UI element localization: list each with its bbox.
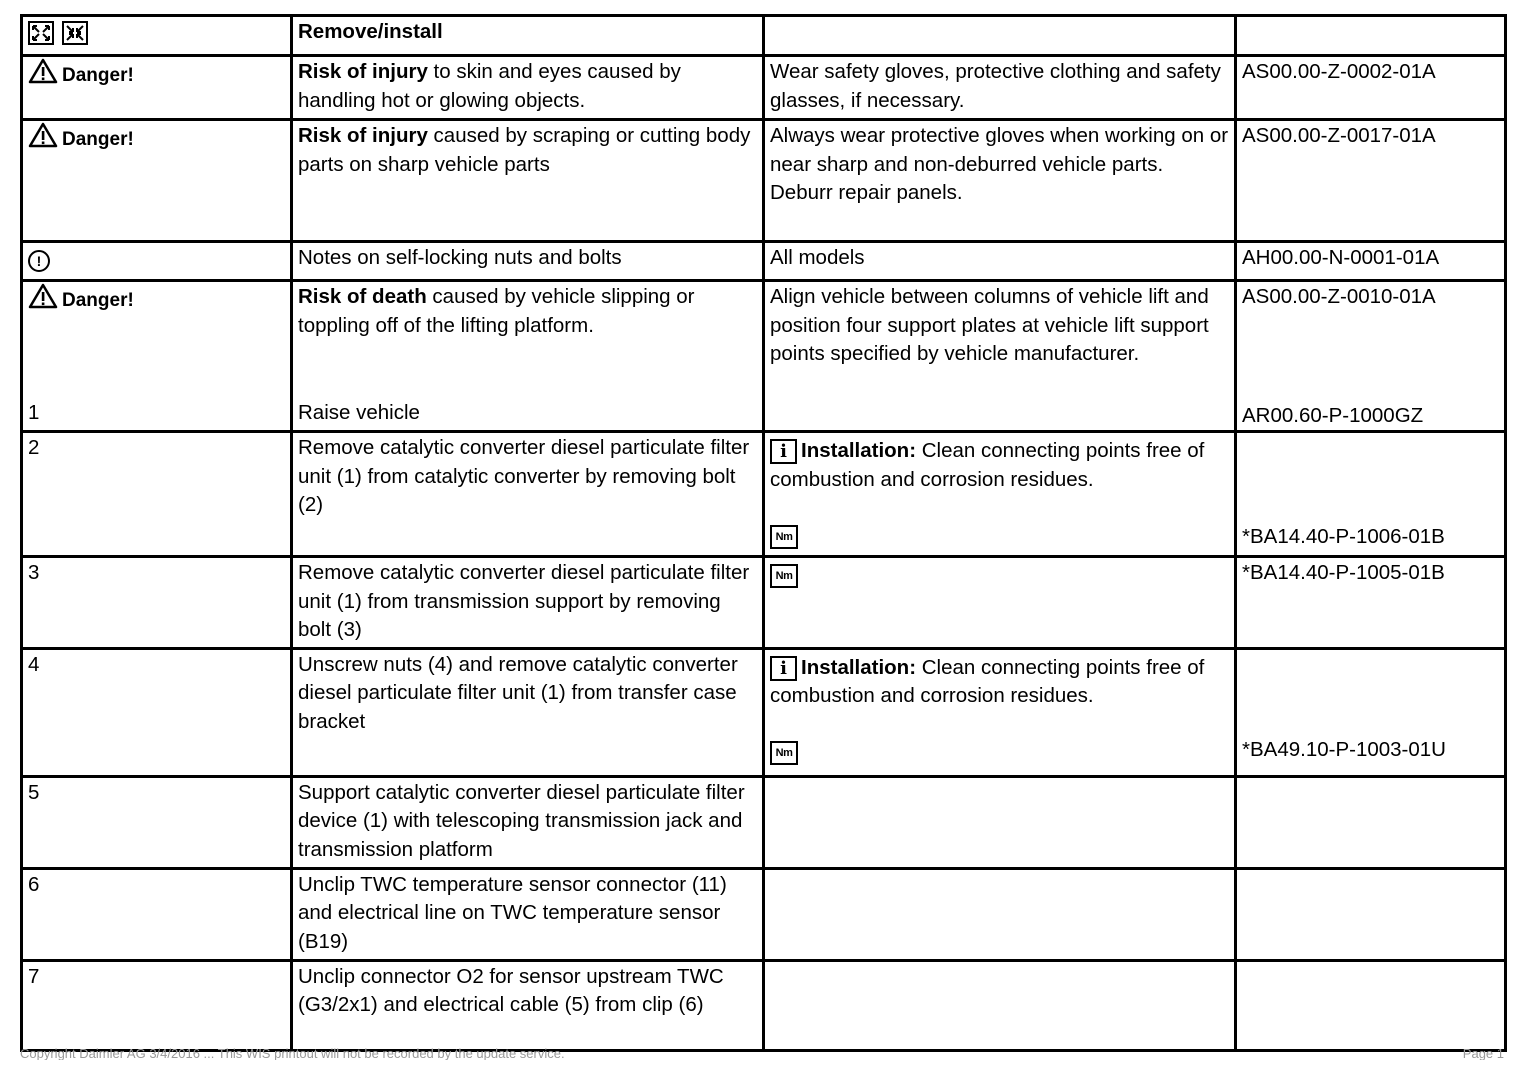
header-title: Remove/install bbox=[292, 16, 764, 56]
hazard-text: Risk of injury caused by scraping or cutting body parts on sharp vehicle parts bbox=[292, 120, 764, 242]
warning-triangle-icon bbox=[28, 122, 58, 157]
table-row bbox=[22, 557, 1506, 649]
step-reference-link[interactable]: AR00.60-P-1000GZ bbox=[1242, 403, 1424, 427]
torque-cell bbox=[764, 557, 1236, 649]
reference-link[interactable]: AH00.00-N-0001-01A bbox=[1236, 242, 1506, 281]
step-number: 3 bbox=[22, 557, 292, 649]
step-number: 2 bbox=[22, 432, 292, 557]
warning-triangle-icon bbox=[28, 58, 58, 93]
installation-note: i Installation: Clean connecting points free of combustion and corrosion residues. Nm bbox=[764, 648, 1236, 776]
danger-cell: Danger! bbox=[22, 120, 292, 242]
note-text: Wear safety gloves, protective clothing and safety glasses, if necessary. bbox=[764, 56, 1236, 120]
step-text: Remove catalytic converter diesel particulate filter unit (1) from catalytic converter by removing bolt (2) bbox=[292, 432, 764, 557]
step-text: Raise vehicle bbox=[298, 400, 420, 424]
installation-note: i Installation: Clean connecting points free of combustion and corrosion residues. Nm bbox=[764, 432, 1236, 557]
notes-cell bbox=[22, 242, 292, 281]
note-text: Align vehicle between columns of vehicle lift and position four support plates at vehicle lift support points specified by vehicle manufacturer. bbox=[764, 281, 1236, 432]
reference-link[interactable]: *BA14.40-P-1005-01B bbox=[1236, 557, 1506, 649]
step-number: 7 bbox=[22, 960, 292, 1050]
reference-cell bbox=[1236, 281, 1506, 432]
table-row bbox=[22, 120, 1506, 242]
torque-reference-link[interactable]: *BA14.40-P-1006-01B bbox=[1242, 524, 1445, 548]
table-row bbox=[22, 648, 1506, 776]
torque-icon[interactable]: Nm bbox=[770, 525, 798, 549]
step-number: 4 bbox=[22, 648, 292, 776]
info-icon: i bbox=[770, 656, 797, 681]
expand-icon[interactable] bbox=[28, 21, 54, 45]
danger-cell: Danger! bbox=[22, 56, 292, 120]
notes-icon: ! bbox=[28, 250, 50, 272]
reference-link[interactable]: AS00.00-Z-0010-01A bbox=[1242, 285, 1436, 308]
torque-reference-link[interactable]: *BA49.10-P-1003-01U bbox=[1242, 738, 1446, 761]
danger-cell: Danger! 1 bbox=[22, 281, 292, 432]
table-row bbox=[22, 868, 1506, 960]
page-footer bbox=[20, 1046, 1504, 1060]
note-text: All models bbox=[764, 242, 1236, 281]
reference-cell bbox=[1236, 432, 1506, 557]
row-text: Notes on self-locking nuts and bolts bbox=[292, 242, 764, 281]
table-header-row bbox=[22, 16, 1506, 56]
hazard-text: Risk of injury to skin and eyes caused by handling hot or glowing objects. bbox=[292, 56, 764, 120]
torque-icon[interactable]: Nm bbox=[770, 741, 798, 765]
step-number: 5 bbox=[22, 776, 292, 868]
step-text: Support catalytic converter diesel particulate filter device (1) with telescoping transmission jack and transmission platform bbox=[292, 776, 764, 868]
table-row bbox=[22, 960, 1506, 1050]
warning-triangle-icon bbox=[28, 283, 58, 318]
hazard-text: Risk of death caused by vehicle slipping or toppling off of the lifting platform. Raise vehicle bbox=[292, 281, 764, 432]
table-row bbox=[22, 242, 1506, 281]
step-number: 6 bbox=[22, 868, 292, 960]
step-text: Unscrew nuts (4) and remove catalytic converter diesel particulate filter unit (1) from transfer case bracket bbox=[292, 648, 764, 776]
footer-copyright: Copyright Daimler AG 3/4/2016 ... This WIS printout will not be recorded by the update service. bbox=[20, 1046, 565, 1060]
table-row bbox=[22, 56, 1506, 120]
torque-icon[interactable]: Nm bbox=[770, 564, 798, 588]
reference-link[interactable]: AS00.00-Z-0017-01A bbox=[1236, 120, 1506, 242]
step-text: Remove catalytic converter diesel particulate filter unit (1) from transmission support by removing bolt (3) bbox=[292, 557, 764, 649]
step-text: Unclip connector O2 for sensor upstream TWC (G3/2x1) and electrical cable (5) from clip (6) bbox=[292, 960, 764, 1050]
step-text: Unclip TWC temperature sensor connector (11) and electrical line on TWC temperature sensor (B19) bbox=[292, 868, 764, 960]
table-row bbox=[22, 281, 1506, 432]
step-number: 1 bbox=[28, 400, 40, 424]
info-icon: i bbox=[770, 439, 797, 464]
procedure-table bbox=[20, 14, 1507, 1052]
note-text: Always wear protective gloves when working on or near sharp and non-deburred vehicle parts. Deburr repair panels. bbox=[764, 120, 1236, 242]
collapse-icon[interactable] bbox=[62, 21, 88, 45]
table-row bbox=[22, 432, 1506, 557]
reference-cell bbox=[1236, 648, 1506, 776]
reference-link[interactable]: AS00.00-Z-0002-01A bbox=[1236, 56, 1506, 120]
footer-page-number: Page 1 bbox=[1462, 1046, 1504, 1060]
table-row bbox=[22, 776, 1506, 868]
header-icons-cell bbox=[22, 16, 292, 56]
